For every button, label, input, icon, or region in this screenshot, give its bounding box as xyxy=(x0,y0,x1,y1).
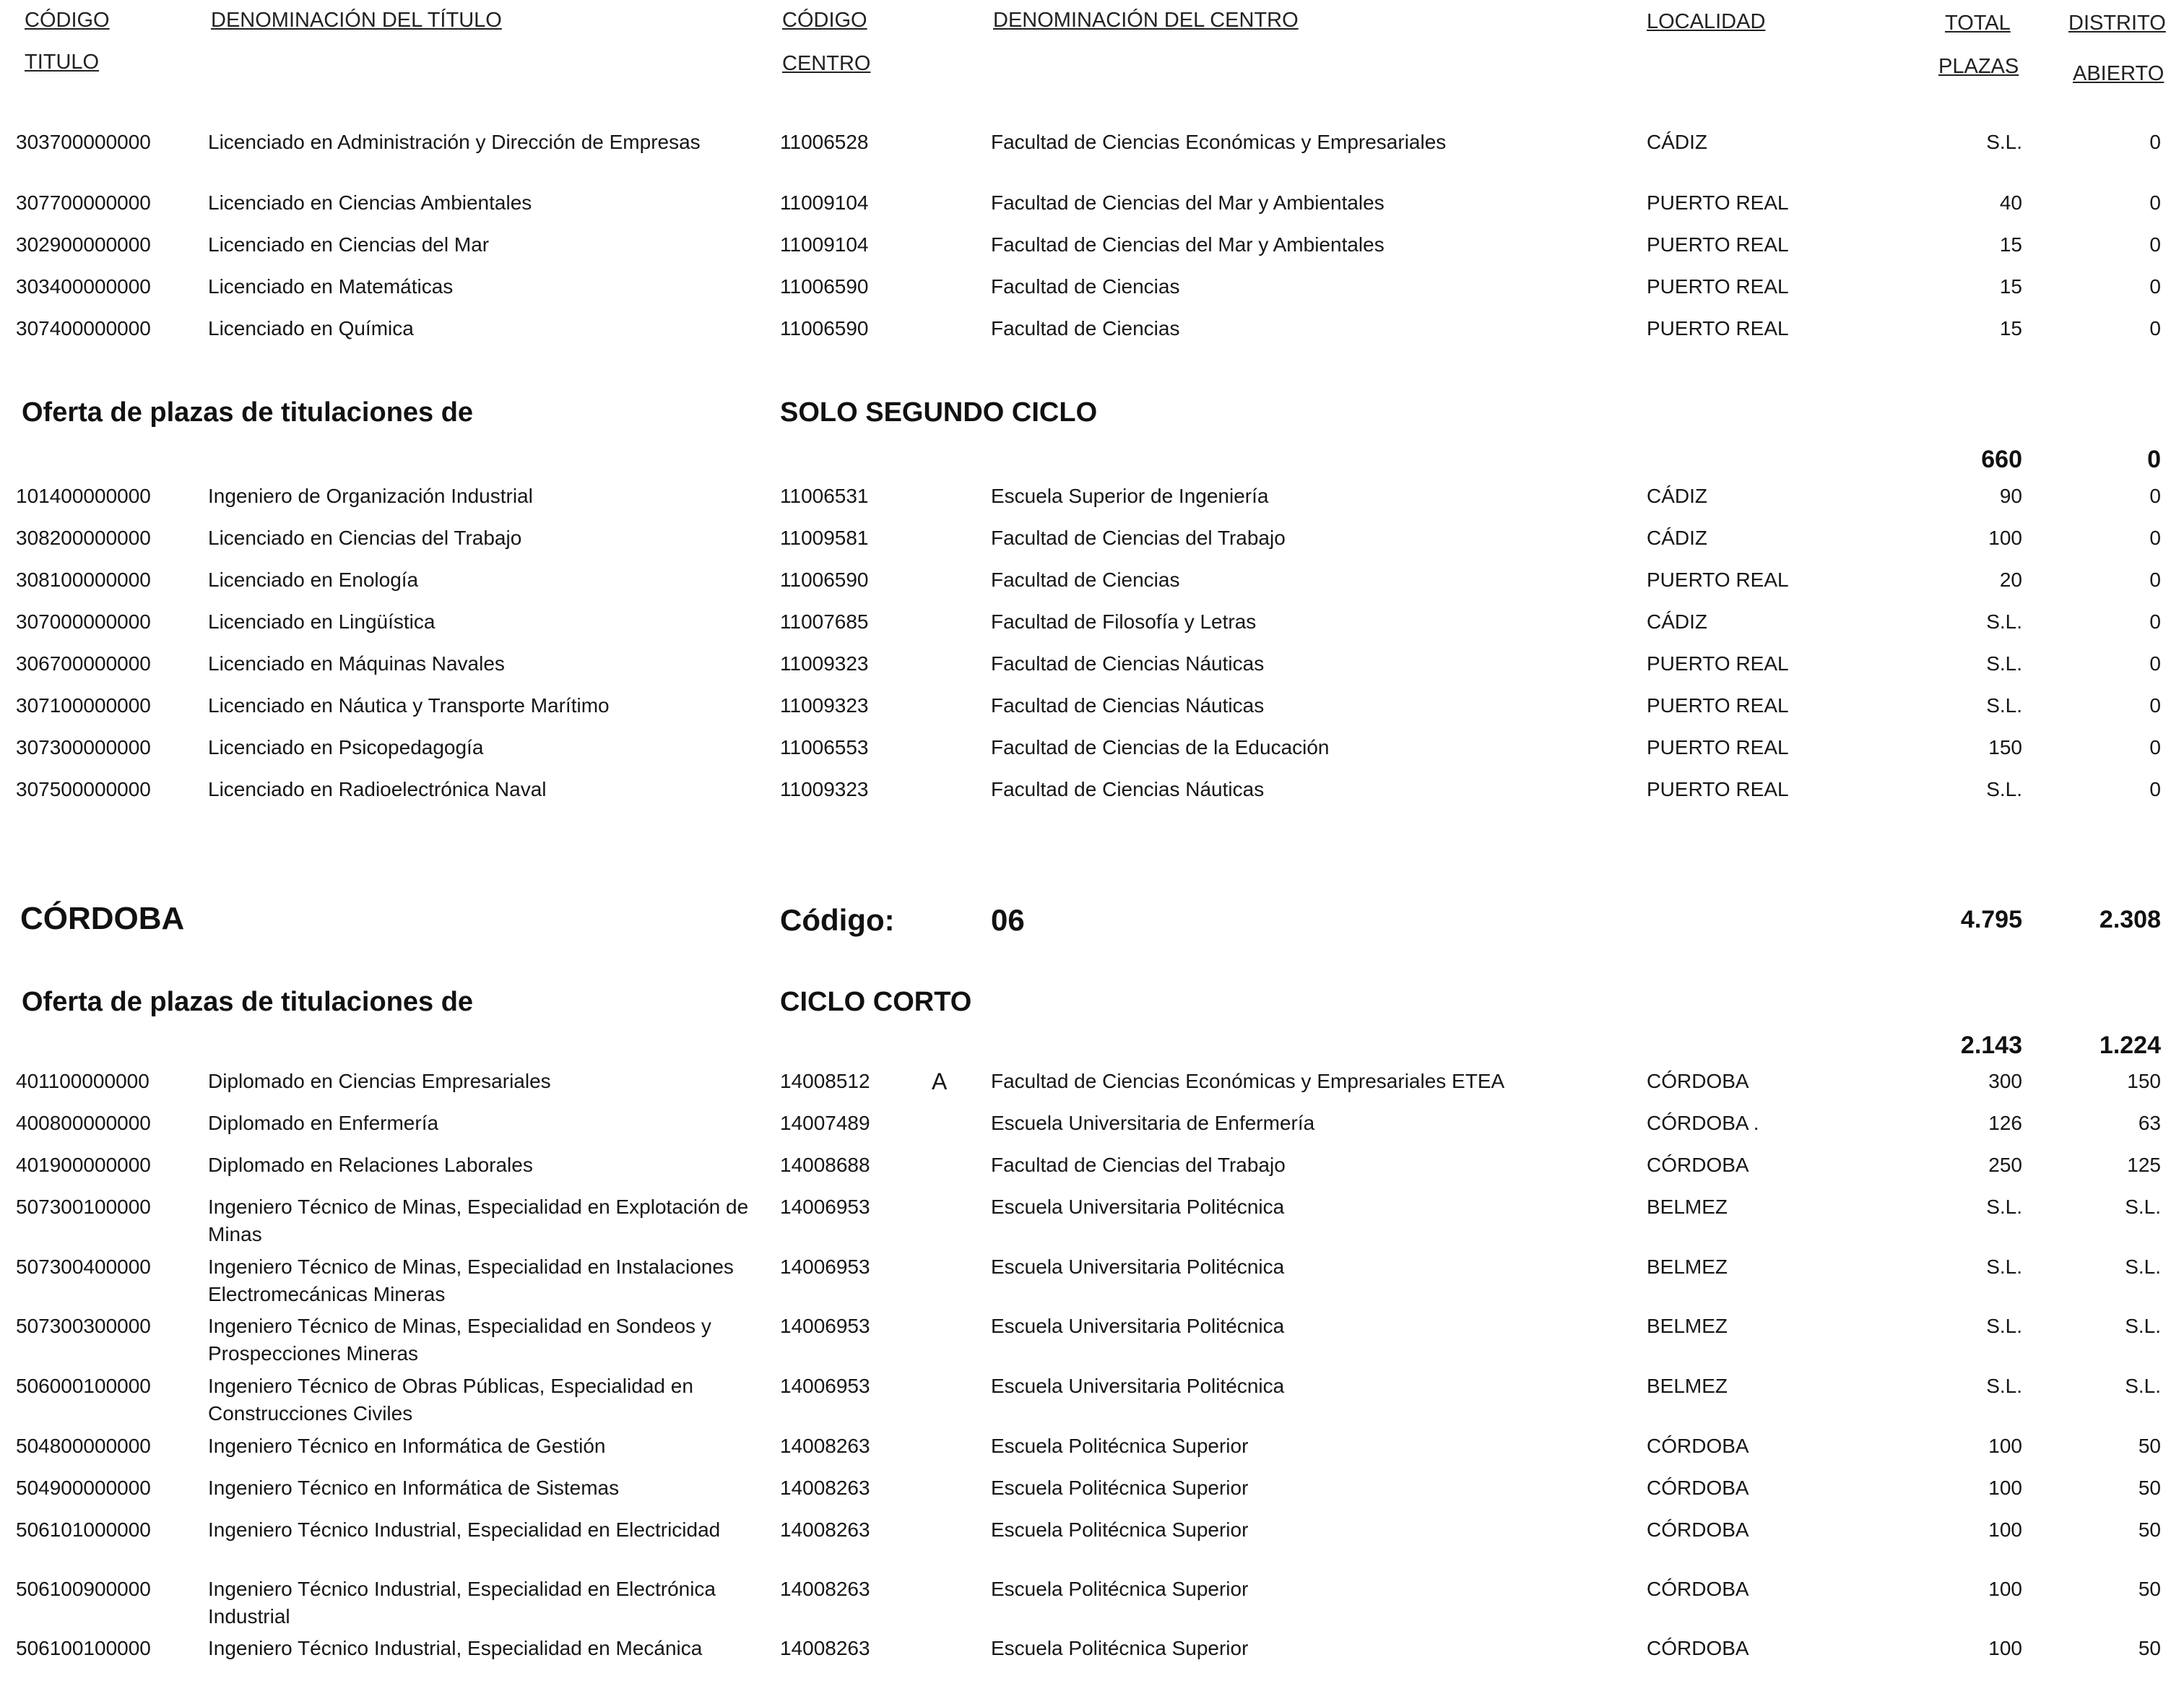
section-label-1: Oferta de plazas de titulaciones de xyxy=(22,397,474,428)
row-title-code: 506101000000 xyxy=(16,1518,151,1541)
row-center-code: 14008512 xyxy=(780,1070,870,1092)
row-center-name: Facultad de Ciencias xyxy=(991,569,1180,591)
row-title-name: Ingeniero Técnico Industrial, Especialidad en Electrónica Industrial xyxy=(208,1578,716,1628)
row-title-name: Ingeniero Técnico de Obras Públicas, Especialidad en Construcciones Civiles xyxy=(208,1375,693,1425)
row-title-name: Licenciado en Administración y Dirección de Empresas xyxy=(208,131,701,153)
row-title-code: 506100900000 xyxy=(16,1578,151,1600)
row-title-code: 307000000000 xyxy=(16,610,151,633)
row-title-code: 307300000000 xyxy=(16,736,151,759)
row-total-plazas: 100 xyxy=(1988,1518,2022,1541)
row-center-code: 11006531 xyxy=(780,485,869,507)
table-row xyxy=(0,776,2184,834)
row-center-name: Facultad de Ciencias Económicas y Empresariales ETEA xyxy=(991,1070,1505,1092)
row-locality: BELMEZ xyxy=(1647,1196,1728,1218)
row-title-code: 303700000000 xyxy=(16,131,151,153)
row-center-name: Facultad de Filosofía y Letras xyxy=(991,610,1257,633)
row-total-plazas: 100 xyxy=(1988,1578,2022,1600)
header-distrito: DISTRITO xyxy=(2068,12,2166,35)
table-row xyxy=(0,129,2184,186)
province-name: CÓRDOBA xyxy=(20,901,185,936)
row-title-code: 307400000000 xyxy=(16,317,151,340)
row-center-code: 14006953 xyxy=(780,1315,870,1337)
row-total-plazas: S.L. xyxy=(1986,1375,2022,1397)
row-title-code: 302900000000 xyxy=(16,233,151,256)
row-title-code: 308100000000 xyxy=(16,569,151,591)
province-code-label: Código: xyxy=(780,903,895,937)
row-center-code: 11009581 xyxy=(780,527,869,549)
table-row xyxy=(0,1576,2184,1633)
row-title-name: Ingeniero Técnico en Informática de Gestión xyxy=(208,1435,606,1457)
row-center-name: Facultad de Ciencias Económicas y Empresariales xyxy=(991,131,1447,153)
row-locality: CÓRDOBA xyxy=(1647,1154,1749,1176)
row-title-code: 401900000000 xyxy=(16,1154,151,1176)
province-total: 4.795 xyxy=(1960,906,2022,933)
row-title-code: 401100000000 xyxy=(16,1070,150,1092)
table-row xyxy=(0,1373,2184,1430)
header-codigo-centro-2: CENTRO xyxy=(782,52,871,75)
row-locality: PUERTO REAL xyxy=(1647,652,1789,675)
row-title-name: Licenciado en Radioelectrónica Naval xyxy=(208,778,547,800)
row-distrito-abierto: 0 xyxy=(2149,191,2161,214)
row-locality: PUERTO REAL xyxy=(1647,778,1789,800)
row-center-code: 11007685 xyxy=(780,610,869,633)
row-distrito-abierto: 0 xyxy=(2149,233,2161,256)
row-center-name: Escuela Politécnica Superior xyxy=(991,1435,1249,1457)
header-distrito-2: ABIERTO xyxy=(2073,62,2164,85)
section-total-1: 660 xyxy=(1981,446,2022,473)
row-locality: CÓRDOBA xyxy=(1647,1477,1749,1499)
row-center-code: 11006590 xyxy=(780,317,869,340)
row-title-name: Licenciado en Matemáticas xyxy=(208,275,454,298)
row-title-code: 507300400000 xyxy=(16,1256,151,1278)
section-district-1: 0 xyxy=(2147,446,2161,473)
row-center-code: 14006953 xyxy=(780,1375,870,1397)
row-total-plazas: 15 xyxy=(1999,233,2022,256)
row-center-name: Facultad de Ciencias xyxy=(991,275,1180,298)
row-distrito-abierto: 0 xyxy=(2149,610,2161,633)
section-type-2: CICLO CORTO xyxy=(780,987,972,1017)
row-mark: A xyxy=(932,1068,948,1094)
row-center-code: 11009323 xyxy=(780,652,869,675)
row-center-name: Facultad de Ciencias de la Educación xyxy=(991,736,1330,759)
row-center-name: Escuela Politécnica Superior xyxy=(991,1637,1249,1659)
row-locality: PUERTO REAL xyxy=(1647,275,1789,298)
header-denominacion-centro: DENOMINACIÓN DEL CENTRO xyxy=(993,9,1299,32)
row-locality: PUERTO REAL xyxy=(1647,569,1789,591)
row-title-name: Licenciado en Máquinas Navales xyxy=(208,652,505,675)
row-center-name: Facultad de Ciencias del Mar y Ambientales xyxy=(991,233,1384,256)
row-distrito-abierto: S.L. xyxy=(2125,1196,2161,1218)
row-distrito-abierto: 0 xyxy=(2149,131,2161,153)
section-district-2: 1.224 xyxy=(2099,1032,2161,1059)
row-title-name: Ingeniero Técnico de Minas, Especialidad en Explotación de Minas xyxy=(208,1196,749,1245)
row-total-plazas: S.L. xyxy=(1986,610,2022,633)
row-center-code: 14008688 xyxy=(780,1154,870,1176)
row-center-name: Escuela Universitaria Politécnica xyxy=(991,1196,1285,1218)
row-title-code: 308200000000 xyxy=(16,527,151,549)
row-locality: CÓRDOBA xyxy=(1647,1518,1749,1541)
row-center-name: Escuela Universitaria Politécnica xyxy=(991,1375,1285,1397)
table-row xyxy=(0,1193,2184,1251)
row-total-plazas: 100 xyxy=(1988,527,2022,549)
row-distrito-abierto: 50 xyxy=(2138,1518,2161,1541)
row-locality: CÁDIZ xyxy=(1647,485,1707,507)
row-distrito-abierto: 50 xyxy=(2138,1477,2161,1499)
row-title-code: 307100000000 xyxy=(16,694,151,717)
row-center-code: 14006953 xyxy=(780,1256,870,1278)
section-type-1: SOLO SEGUNDO CICLO xyxy=(780,397,1098,428)
row-center-code: 11009104 xyxy=(780,233,869,256)
row-total-plazas: S.L. xyxy=(1986,778,2022,800)
row-locality: CÓRDOBA xyxy=(1647,1070,1749,1092)
row-center-code: 11006590 xyxy=(780,275,869,298)
row-locality: PUERTO REAL xyxy=(1647,736,1789,759)
section-total-2: 2.143 xyxy=(1960,1032,2022,1059)
row-distrito-abierto: 0 xyxy=(2149,527,2161,549)
row-center-code: 11006553 xyxy=(780,736,869,759)
row-distrito-abierto: 125 xyxy=(2127,1154,2161,1176)
row-total-plazas: 300 xyxy=(1988,1070,2022,1092)
row-center-code: 14008263 xyxy=(780,1435,870,1457)
row-title-code: 506000100000 xyxy=(16,1375,151,1397)
row-center-name: Escuela Universitaria de Enfermería xyxy=(991,1112,1315,1134)
header-codigo-centro: CÓDIGO xyxy=(782,9,867,32)
row-center-code: 11006590 xyxy=(780,569,869,591)
row-title-name: Licenciado en Lingüística xyxy=(208,610,436,633)
row-center-name: Facultad de Ciencias Náuticas xyxy=(991,778,1265,800)
province-code: 06 xyxy=(991,903,1025,937)
row-locality: CÓRDOBA . xyxy=(1647,1112,1759,1134)
row-distrito-abierto: S.L. xyxy=(2125,1315,2161,1337)
row-center-code: 11006528 xyxy=(780,131,869,153)
row-locality: BELMEZ xyxy=(1647,1375,1728,1397)
row-title-name: Ingeniero Técnico Industrial, Especialidad en Electricidad xyxy=(208,1518,721,1541)
row-center-name: Escuela Superior de Ingeniería xyxy=(991,485,1269,507)
row-center-name: Facultad de Ciencias del Trabajo xyxy=(991,1154,1286,1176)
row-distrito-abierto: 0 xyxy=(2149,778,2161,800)
header-codigo-titulo: CÓDIGO xyxy=(25,9,110,32)
row-title-name: Licenciado en Psicopedagogía xyxy=(208,736,484,759)
row-center-code: 14008263 xyxy=(780,1637,870,1659)
table-row xyxy=(0,1313,2184,1370)
row-total-plazas: S.L. xyxy=(1986,1196,2022,1218)
row-title-code: 306700000000 xyxy=(16,652,151,675)
row-title-name: Ingeniero Técnico de Minas, Especialidad en Sondeos y Prospecciones Mineras xyxy=(208,1315,711,1365)
row-center-name: Escuela Politécnica Superior xyxy=(991,1518,1249,1541)
row-center-name: Facultad de Ciencias Náuticas xyxy=(991,652,1265,675)
row-locality: BELMEZ xyxy=(1647,1256,1728,1278)
row-total-plazas: S.L. xyxy=(1986,131,2022,153)
section-label-2: Oferta de plazas de titulaciones de xyxy=(22,987,474,1017)
row-center-name: Escuela Politécnica Superior xyxy=(991,1578,1249,1600)
header-total: TOTAL xyxy=(1945,12,2011,35)
header-localidad: LOCALIDAD xyxy=(1647,10,1766,33)
row-locality: CÁDIZ xyxy=(1647,131,1707,153)
row-locality: CÓRDOBA xyxy=(1647,1435,1749,1457)
row-locality: CÁDIZ xyxy=(1647,610,1707,633)
row-distrito-abierto: 0 xyxy=(2149,275,2161,298)
row-total-plazas: 100 xyxy=(1988,1435,2022,1457)
header-denominacion-titulo: DENOMINACIÓN DEL TÍTULO xyxy=(211,9,502,32)
row-title-name: Licenciado en Química xyxy=(208,317,414,340)
row-total-plazas: 100 xyxy=(1988,1477,2022,1499)
row-distrito-abierto: 50 xyxy=(2138,1435,2161,1457)
row-total-plazas: 15 xyxy=(1999,275,2022,298)
row-title-name: Licenciado en Ciencias del Trabajo xyxy=(208,527,522,549)
row-center-code: 14008263 xyxy=(780,1578,870,1600)
table-row xyxy=(0,1635,2184,1693)
header-codigo-titulo-2: TITULO xyxy=(25,51,100,74)
row-title-name: Diplomado en Enfermería xyxy=(208,1112,439,1134)
row-distrito-abierto: 150 xyxy=(2127,1070,2161,1092)
row-total-plazas: 20 xyxy=(1999,569,2022,591)
row-title-name: Licenciado en Ciencias del Mar xyxy=(208,233,490,256)
row-center-code: 11009323 xyxy=(780,694,869,717)
row-locality: CÁDIZ xyxy=(1647,527,1707,549)
row-center-name: Facultad de Ciencias del Mar y Ambientales xyxy=(991,191,1384,214)
row-center-code: 14008263 xyxy=(780,1518,870,1541)
table-row xyxy=(0,1253,2184,1311)
row-distrito-abierto: 63 xyxy=(2138,1112,2161,1134)
row-title-code: 101400000000 xyxy=(16,485,151,507)
row-center-name: Facultad de Ciencias xyxy=(991,317,1180,340)
row-total-plazas: 90 xyxy=(1999,485,2022,507)
row-total-plazas: S.L. xyxy=(1986,1256,2022,1278)
row-locality: PUERTO REAL xyxy=(1647,233,1789,256)
province-district: 2.308 xyxy=(2099,906,2161,933)
row-total-plazas: S.L. xyxy=(1986,1315,2022,1337)
row-center-code: 14007489 xyxy=(780,1112,870,1134)
row-title-name: Diplomado en Relaciones Laborales xyxy=(208,1154,533,1176)
row-title-code: 507300100000 xyxy=(16,1196,151,1218)
row-locality: BELMEZ xyxy=(1647,1315,1728,1337)
row-distrito-abierto: 50 xyxy=(2138,1578,2161,1600)
row-locality: CÓRDOBA xyxy=(1647,1637,1749,1659)
row-center-name: Facultad de Ciencias Náuticas xyxy=(991,694,1265,717)
row-center-code: 11009104 xyxy=(780,191,869,214)
row-total-plazas: 250 xyxy=(1988,1154,2022,1176)
row-distrito-abierto: 0 xyxy=(2149,569,2161,591)
row-title-name: Licenciado en Ciencias Ambientales xyxy=(208,191,532,214)
row-locality: PUERTO REAL xyxy=(1647,317,1789,340)
row-center-name: Escuela Universitaria Politécnica xyxy=(991,1315,1285,1337)
row-center-code: 14006953 xyxy=(780,1196,870,1218)
row-title-name: Licenciado en Enología xyxy=(208,569,419,591)
row-title-name: Ingeniero Técnico de Minas, Especialidad en Instalaciones Electromecánicas Mineras xyxy=(208,1256,734,1305)
row-distrito-abierto: 0 xyxy=(2149,736,2161,759)
row-title-code: 307500000000 xyxy=(16,778,151,800)
row-title-code: 303400000000 xyxy=(16,275,151,298)
row-center-code: 14008263 xyxy=(780,1477,870,1499)
row-title-code: 507300300000 xyxy=(16,1315,151,1337)
row-distrito-abierto: 50 xyxy=(2138,1637,2161,1659)
row-total-plazas: 40 xyxy=(1999,191,2022,214)
header-total-2: PLAZAS xyxy=(1938,55,2019,78)
row-distrito-abierto: S.L. xyxy=(2125,1375,2161,1397)
row-distrito-abierto: 0 xyxy=(2149,652,2161,675)
table-row xyxy=(0,315,2184,373)
row-total-plazas: S.L. xyxy=(1986,652,2022,675)
row-center-name: Escuela Politécnica Superior xyxy=(991,1477,1249,1499)
row-distrito-abierto: 0 xyxy=(2149,485,2161,507)
row-title-code: 400800000000 xyxy=(16,1112,151,1134)
row-title-name: Diplomado en Ciencias Empresariales xyxy=(208,1070,551,1092)
row-total-plazas: S.L. xyxy=(1986,694,2022,717)
row-total-plazas: 100 xyxy=(1988,1637,2022,1659)
row-center-code: 11009323 xyxy=(780,778,869,800)
row-distrito-abierto: S.L. xyxy=(2125,1256,2161,1278)
row-total-plazas: 15 xyxy=(1999,317,2022,340)
row-center-name: Facultad de Ciencias del Trabajo xyxy=(991,527,1286,549)
row-total-plazas: 150 xyxy=(1988,736,2022,759)
row-locality: CÓRDOBA xyxy=(1647,1578,1749,1600)
row-locality: PUERTO REAL xyxy=(1647,694,1789,717)
row-title-code: 506100100000 xyxy=(16,1637,151,1659)
row-title-name: Ingeniero Técnico en Informática de Sistemas xyxy=(208,1477,620,1499)
row-total-plazas: 126 xyxy=(1988,1112,2022,1134)
row-center-name: Escuela Universitaria Politécnica xyxy=(991,1256,1285,1278)
row-title-name: Licenciado en Náutica y Transporte Marítimo xyxy=(208,694,610,717)
row-distrito-abierto: 0 xyxy=(2149,317,2161,340)
row-title-code: 504800000000 xyxy=(16,1435,151,1457)
table-row xyxy=(0,1516,2184,1574)
row-title-code: 307700000000 xyxy=(16,191,151,214)
row-title-name: Ingeniero de Organización Industrial xyxy=(208,485,533,507)
row-title-code: 504900000000 xyxy=(16,1477,151,1499)
row-locality: PUERTO REAL xyxy=(1647,191,1789,214)
row-distrito-abierto: 0 xyxy=(2149,694,2161,717)
row-title-name: Ingeniero Técnico Industrial, Especialidad en Mecánica xyxy=(208,1637,703,1659)
